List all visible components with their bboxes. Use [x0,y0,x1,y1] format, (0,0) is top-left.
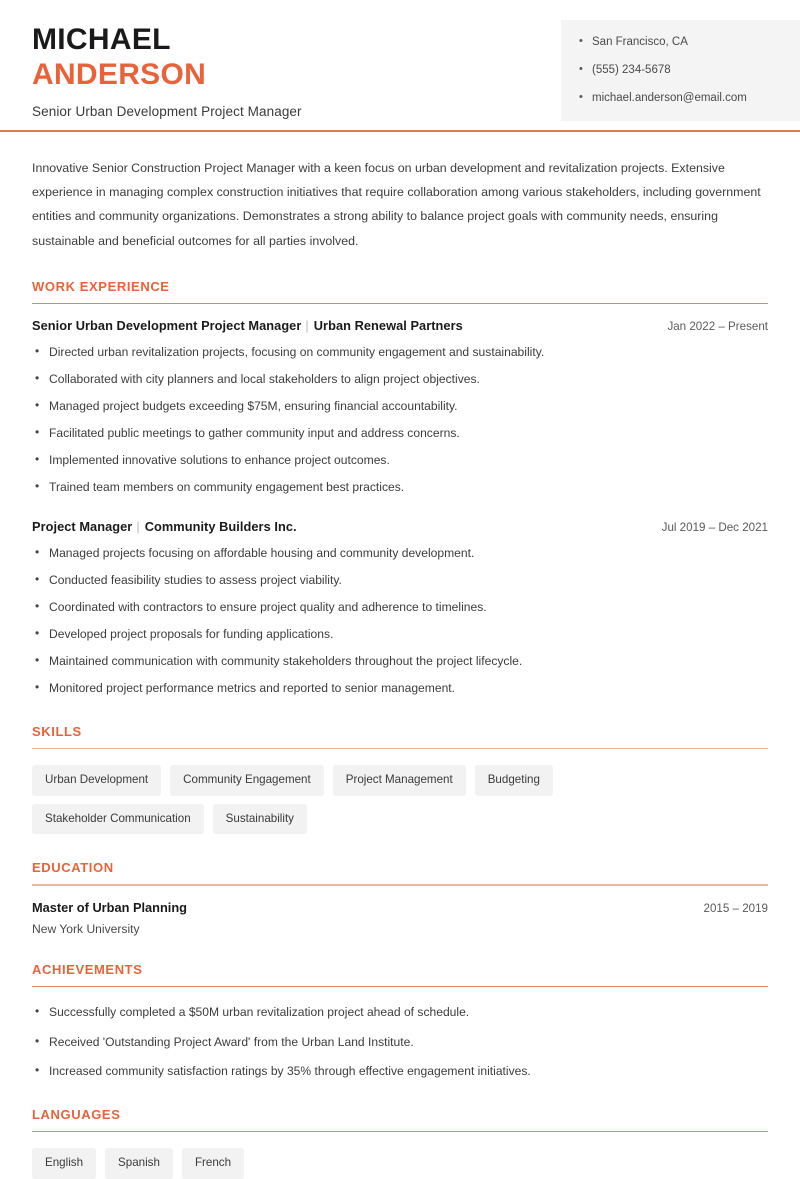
section-rule-work-experience [32,303,768,305]
skill-chip[interactable]: Stakeholder Communication [32,804,204,835]
experience-date: Jul 2019 – Dec 2021 [661,520,768,534]
language-chip[interactable]: Spanish [105,1148,173,1179]
experience-bullet: • Managed project budgets exceeding $75M, ensuring financial accountability. [32,398,768,416]
experience-bullet: • Monitored project performance metrics and reported to senior management. [32,680,768,698]
skill-chip[interactable]: Sustainability [213,804,307,835]
experience-company: Urban Renewal Partners [313,318,463,334]
title-separator: | [305,318,309,334]
contact-info-box [561,20,800,121]
experience-date: Jan 2022 – Present [667,320,768,334]
section-rule-languages [32,1131,768,1133]
languages-chip-list [32,1148,732,1179]
section-rule-achievements [32,986,768,988]
first-name: MICHAEL [32,23,171,56]
education-date: 2015 – 2019 [703,901,768,915]
title-separator: | [136,518,140,534]
section-work-experience [32,279,768,698]
header-job-title: Senior Urban Development Project Manager [32,103,302,119]
skill-chip[interactable]: Urban Development [32,765,161,796]
header-identity [0,0,302,119]
experience-role: Senior Urban Development Project Manager [32,318,302,334]
experience-bullet: • Conducted feasibility studies to assess project viability. [32,572,768,590]
achievement-bullet: • Successfully completed a $50M urban revitalization project ahead of schedule. [32,1004,768,1022]
section-title-languages: LANGUAGES [32,1106,121,1122]
achievement-bullet: • Increased community satisfaction ratings by 35% through effective engagement initiatives. [32,1063,768,1081]
contact-list [579,36,786,105]
experience-role: Project Manager [32,518,133,534]
experience-bullet: • Managed projects focusing on affordable housing and community development. [32,545,768,563]
experience-entry [32,318,768,497]
achievement-bullet: • Received 'Outstanding Project Award' from the Urban Land Institute. [32,1034,768,1052]
section-title-achievements: ACHIEVEMENTS [32,961,143,977]
education-school: New York University [32,921,140,936]
contact-phone[interactable]: • (555) 234-5678 [579,64,786,78]
resume-body [0,156,800,1179]
education-entry-header [32,900,768,915]
section-achievements [32,962,768,1081]
language-chip[interactable]: French [182,1148,244,1179]
education-entry [32,900,768,936]
language-chip[interactable]: English [32,1148,96,1179]
experience-company: Community Builders Inc. [144,518,297,534]
contact-location: • San Francisco, CA [579,36,786,50]
section-title-work-experience: WORK EXPERIENCE [32,278,170,294]
experience-bullet: • Coordinated with contractors to ensure project quality and adherence to timelines. [32,599,768,617]
experience-bullet: • Implemented innovative solutions to enhance project outcomes. [32,452,768,470]
experience-bullet: • Maintained communication with community stakeholders throughout the project lifecycle. [32,653,768,671]
experience-entry-header [32,318,768,333]
achievement-list [32,1004,768,1081]
section-rule-education [32,884,768,886]
experience-title-line [32,318,463,333]
experience-bullets [32,545,768,698]
experience-bullet: • Directed urban revitalization projects, focusing on community engagement and sustainability. [32,344,768,362]
education-degree: Master of Urban Planning [32,899,187,915]
experience-title-line [32,519,297,534]
skills-chip-list [32,765,732,834]
section-education [32,860,768,936]
experience-bullets [32,344,768,497]
last-name: ANDERSON [32,58,207,92]
contact-email[interactable]: • michael.anderson@email.com [579,92,786,106]
resume-header [0,0,800,132]
skill-chip[interactable]: Project Management [333,765,466,796]
section-title-skills: SKILLS [32,723,82,739]
section-languages [32,1107,768,1179]
section-rule-skills [32,748,768,750]
experience-bullet: • Trained team members on community engagement best practices. [32,479,768,497]
section-skills [32,724,768,835]
skill-chip[interactable]: Community Engagement [170,765,324,796]
experience-entry [32,519,768,698]
experience-entry-header [32,519,768,534]
skill-chip[interactable]: Budgeting [475,765,553,796]
professional-summary: Innovative Senior Construction Project Manager with a keen focus on urban development and revitalization projects. Extensive experience in managing complex construction initiatives that require collaboration among various stakeholders, including government entities and community organizations. Demonstrates a strong ability to balance project goals with community needs, ensuring sustainable and beneficial outcomes for all parties involved. [32,161,761,248]
experience-bullet: • Facilitated public meetings to gather community input and address concerns. [32,425,768,443]
experience-bullet: • Collaborated with city planners and local stakeholders to align project objectives. [32,371,768,389]
section-title-education: EDUCATION [32,860,114,876]
header-divider [0,130,800,132]
experience-bullet: • Developed project proposals for funding applications. [32,626,768,644]
